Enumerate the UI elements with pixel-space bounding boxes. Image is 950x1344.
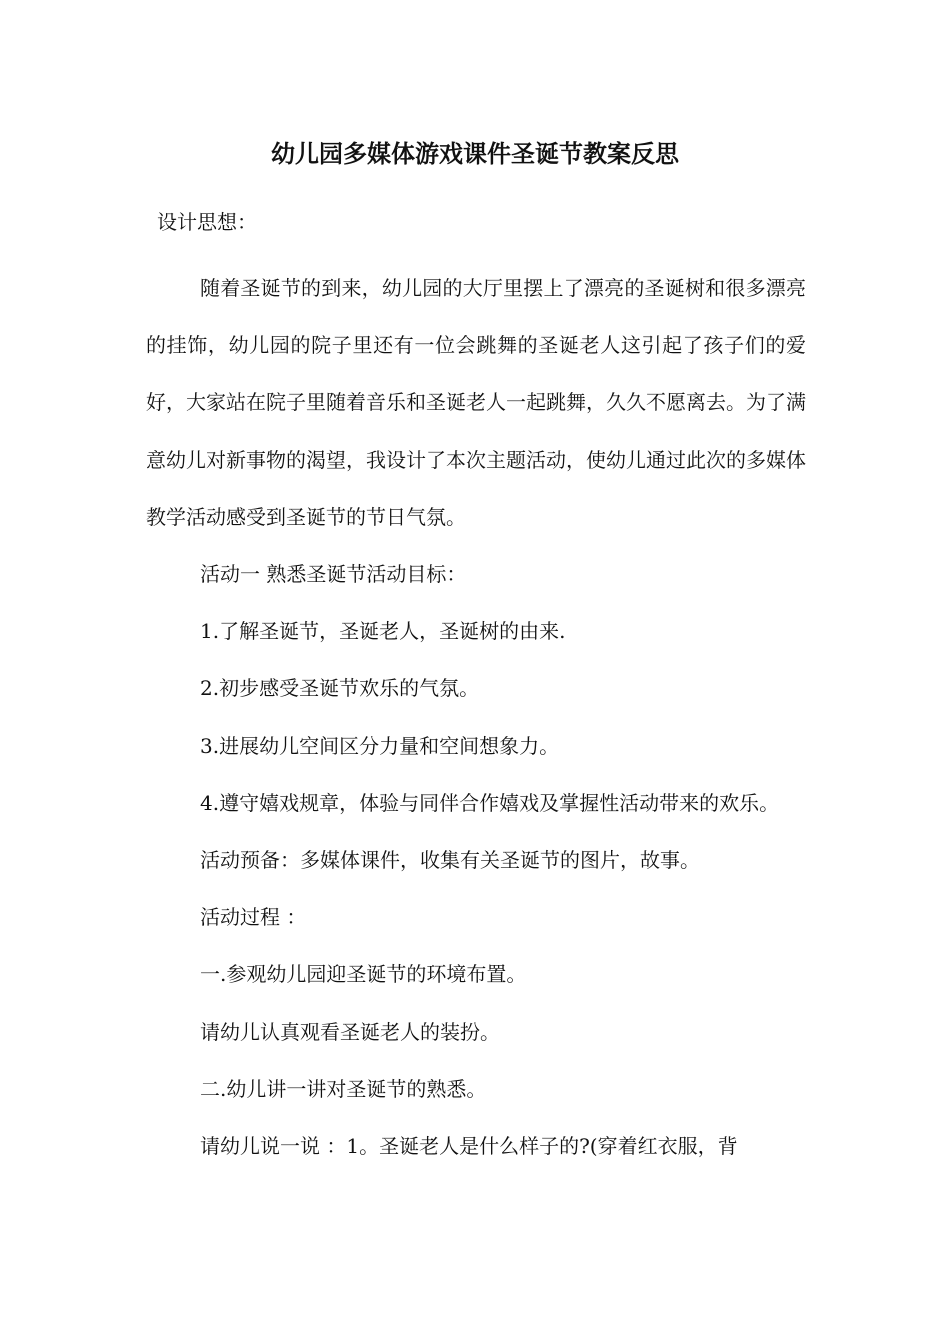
paragraph-step-2-detail: 请幼儿说一说 ：1。圣诞老人是什么样子的?(穿着红衣服，背: [200, 1134, 738, 1159]
paragraph-step-1-detail: 请幼儿认真观看圣诞老人的装扮。: [200, 1019, 500, 1044]
paragraph-intro: 随着圣诞节的到来，幼儿园的大厅里摆上了漂亮的圣诞树和很多漂亮的挂饰，幼儿园的院子里还有一位会跳舞的圣诞老人这引起了孩子们的爱好，大家站在院子里随着音乐和圣诞老人一起跳舞，久久不愿离去。为了满意幼儿对新事物的渴望，我设计了本次主题活动，使幼儿通过此次的多媒体教学活动感受到圣诞节的节日气氛。: [146, 276, 806, 529]
paragraph-goal-1: 1.了解圣诞节，圣诞老人，圣诞树的由来.: [200, 619, 566, 644]
paragraph-goal-4: 4.遵守嬉戏规章，体验与同伴合作嬉戏及掌握性活动带来的欢乐。: [200, 790, 780, 815]
paragraph-goal-2: 2.初步感受圣诞节欢乐的气氛。: [200, 676, 480, 701]
paragraph-step-2: 二.幼儿讲一讲对圣诞节的熟悉。: [200, 1076, 487, 1101]
paragraph-preparation: 活动预备：多媒体课件，收集有关圣诞节的图片，故事。: [200, 848, 700, 873]
paragraph-process: 活动过程 ：: [200, 905, 307, 930]
paragraph-activity-one: 活动一 熟悉圣诞节活动目标：: [200, 562, 467, 587]
document-title: 幼儿园多媒体游戏课件圣诞节教案反思: [271, 139, 679, 168]
paragraph-goal-3: 3.进展幼儿空间区分力量和空间想象力。: [200, 733, 560, 758]
paragraph-step-1: 一.参观幼儿园迎圣诞节的环境布置。: [200, 962, 527, 987]
document-body: [146, 260, 806, 1175]
section-heading: 设计思想：: [157, 210, 257, 234]
